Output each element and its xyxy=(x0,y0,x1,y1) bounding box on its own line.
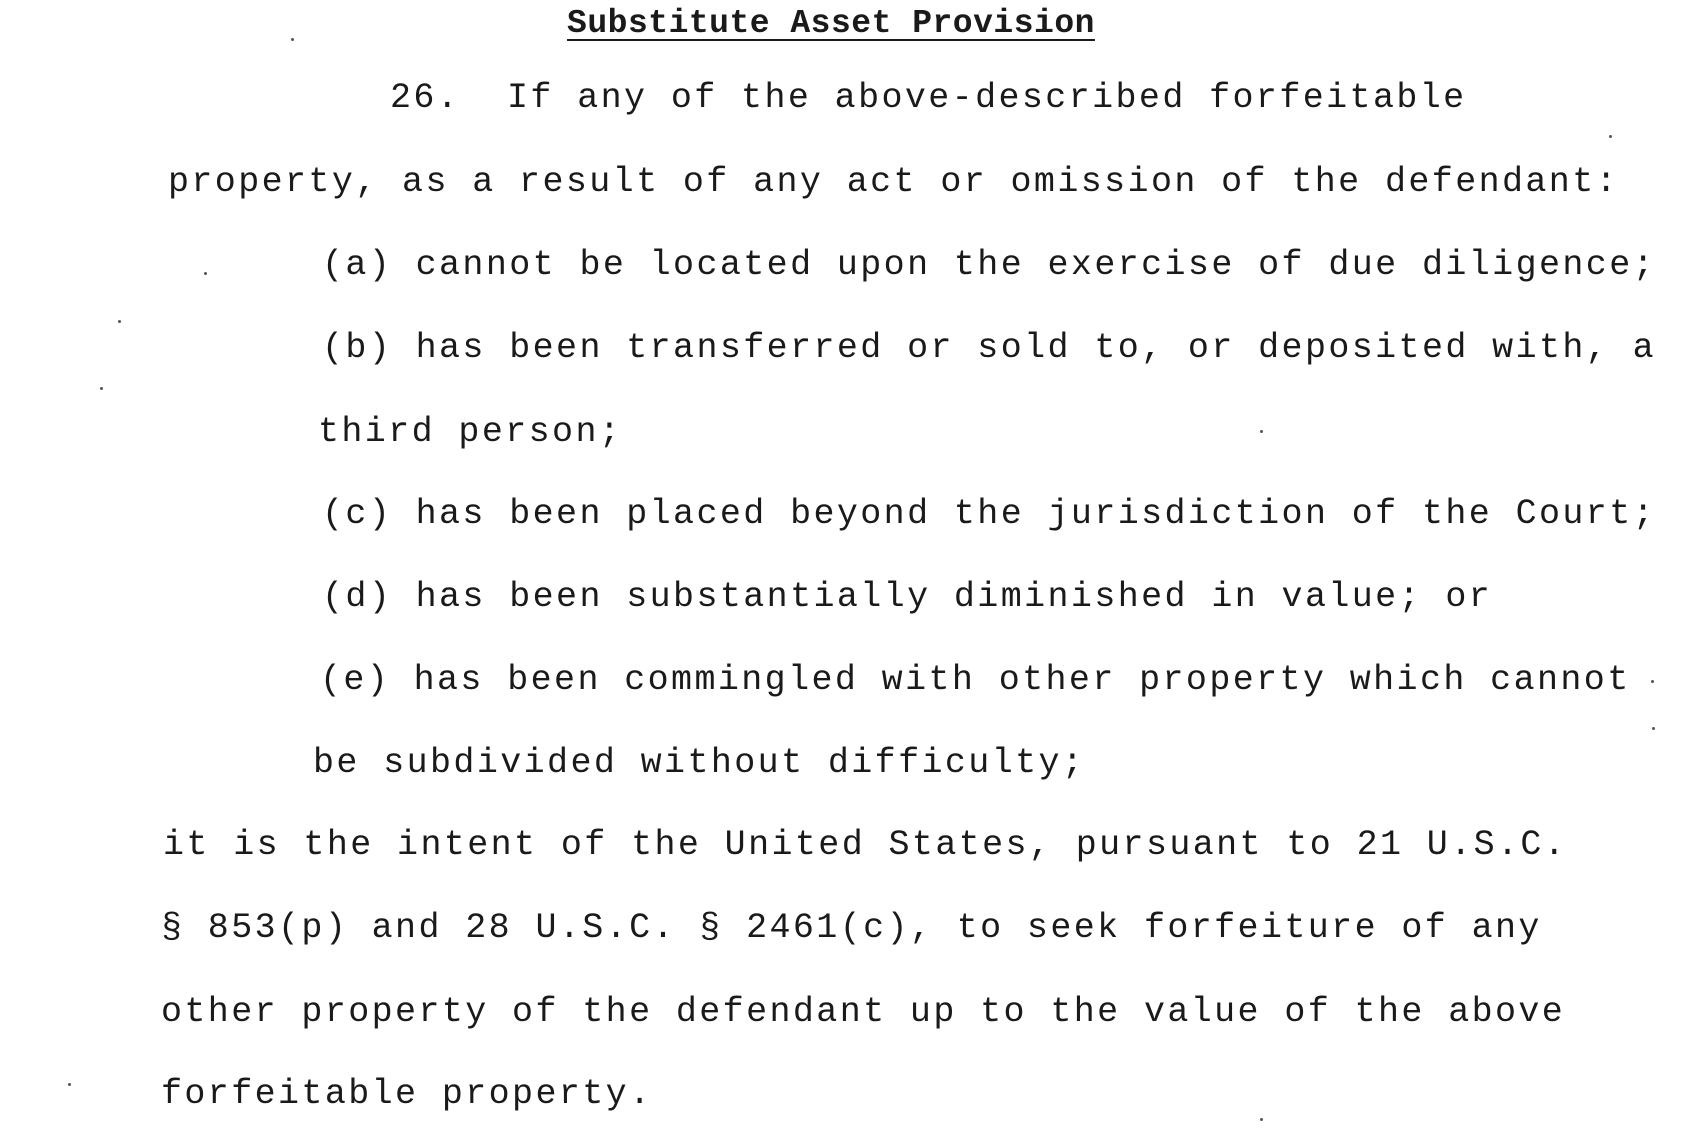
scan-speck xyxy=(1609,135,1612,138)
section-heading-text: Substitute Asset Provision xyxy=(567,5,1095,42)
scan-speck xyxy=(1260,1118,1263,1121)
section-heading xyxy=(0,2,1682,46)
scan-speck xyxy=(68,1083,71,1086)
list-item-b-continued: third person; xyxy=(318,412,623,452)
scan-speck xyxy=(1260,430,1263,433)
list-item-d: (d) has been substantially diminished in value; or xyxy=(322,577,1493,617)
scan-speck xyxy=(100,387,103,390)
paragraph-line: it is the intent of the United States, pursuant to 21 U.S.C. xyxy=(163,825,1568,865)
scan-speck xyxy=(291,38,294,41)
scan-speck xyxy=(118,320,121,323)
scan-speck xyxy=(1651,680,1654,683)
list-item-e: (e) has been commingled with other property which cannot xyxy=(320,660,1631,700)
paragraph-26-opening: 26. If any of the above-described forfeitable xyxy=(390,78,1467,118)
list-item-c: (c) has been placed beyond the jurisdiction of the Court; xyxy=(322,494,1656,534)
scan-speck xyxy=(204,272,207,275)
list-item-e-continued: be subdivided without difficulty; xyxy=(313,743,1086,783)
list-item-a: (a) cannot be located upon the exercise of due diligence; xyxy=(322,245,1656,285)
paragraph-line: forfeitable property. xyxy=(161,1074,653,1114)
paragraph-line: property, as a result of any act or omission of the defendant: xyxy=(168,162,1620,202)
scan-speck xyxy=(1652,727,1655,730)
paragraph-line: other property of the defendant up to the value of the above xyxy=(161,992,1566,1032)
paragraph-line: § 853(p) and 28 U.S.C. § 2461(c), to seek forfeiture of any xyxy=(161,908,1542,948)
list-item-b: (b) has been transferred or sold to, or deposited with, a xyxy=(322,328,1656,368)
